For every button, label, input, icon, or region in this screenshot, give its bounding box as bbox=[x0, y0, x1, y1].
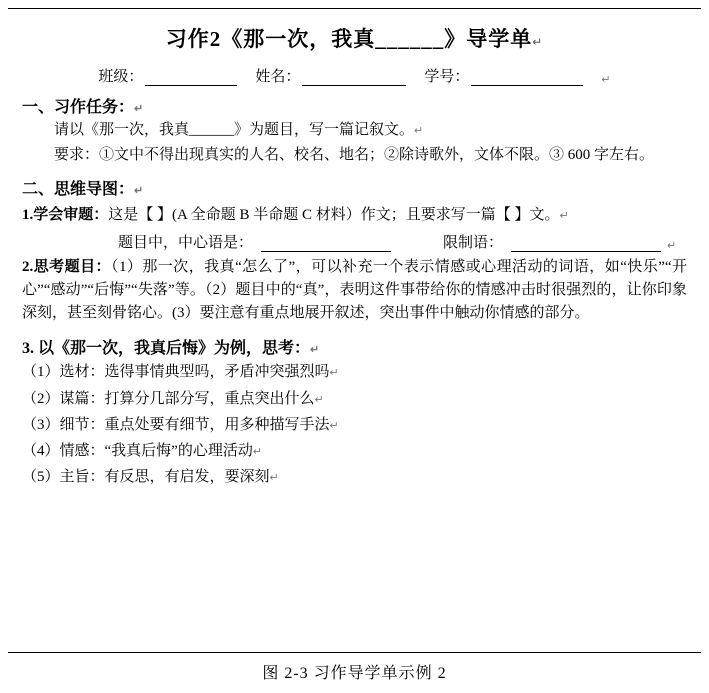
item-3-list bbox=[22, 361, 687, 489]
figure-caption: 图 2-3 习作导学单示例 2 bbox=[262, 665, 447, 682]
pilcrow-mark: ↵ bbox=[329, 419, 339, 432]
list-item bbox=[22, 466, 687, 489]
student-fields-row bbox=[22, 65, 687, 86]
section-1-line-1 bbox=[22, 119, 687, 142]
section-1-heading bbox=[22, 94, 687, 117]
field-student-id bbox=[424, 65, 583, 86]
field-name bbox=[255, 65, 406, 86]
worksheet-title-text: 习作2《那一次，我真______》导学单 bbox=[165, 27, 533, 51]
list-item-text: （3）细节：重点处要有细节，用多种描写手法 bbox=[22, 416, 330, 433]
field-class-blank[interactable] bbox=[145, 70, 237, 86]
section-2-heading bbox=[22, 176, 687, 199]
section-1-line-1-text: 请以《那一次，我真______》为题目，写一篇记叙文。 bbox=[54, 122, 415, 138]
worksheet-box bbox=[8, 8, 701, 653]
section-2-item-2 bbox=[22, 256, 687, 326]
section-2-item-3-heading bbox=[22, 335, 687, 358]
field-name-blank[interactable] bbox=[302, 70, 406, 86]
field-student-id-label: 学号： bbox=[424, 69, 470, 85]
item-1-center-word-label: 题目中，中心语是： bbox=[118, 234, 254, 251]
item-1-restrict-word-label: 限制语： bbox=[443, 234, 504, 251]
field-class bbox=[98, 65, 237, 86]
pilcrow-mark: ↵ bbox=[601, 74, 611, 86]
section-2-heading-text: 二、思维导图： bbox=[22, 180, 135, 198]
section-1-heading-text: 一、习作任务： bbox=[22, 99, 135, 116]
list-item-text: （2）谋篇：打算分几部分写，重点突出什么 bbox=[22, 390, 315, 407]
pilcrow-mark: ↵ bbox=[310, 344, 320, 357]
pilcrow-mark: ↵ bbox=[559, 209, 569, 222]
item-2-text: （1）那一次，我真“怎么了”，可以补充一个表示情感或心理活动的词语，如“快乐”“开心”“感动”“后悔”“失落”等。（2）题目中的“真”，表明这件事带给你的情感冲击时很强烈的，让你印象深刻，甚至刻骨铭心。(3）要注意有重点地展开叙述，突出事件中触动你情感的部分。 bbox=[22, 258, 687, 321]
list-item-text: （4）情感：“我真后悔”的心理活动 bbox=[22, 443, 253, 459]
item-1-subfields-row bbox=[22, 231, 687, 252]
field-class-label: 班级： bbox=[98, 69, 144, 85]
pilcrow-mark: ↵ bbox=[134, 184, 144, 197]
pilcrow-mark: ↵ bbox=[269, 472, 279, 485]
section-1-line-2-text: 要求：①文中不得出现真实的人名、校名、地名；②除诗歌外，文体不限。③ 600 字左右。 bbox=[54, 147, 655, 164]
pilcrow-mark: ↵ bbox=[329, 367, 339, 380]
item-1-center-word-blank[interactable] bbox=[261, 236, 391, 252]
pilcrow-mark: ↵ bbox=[414, 125, 424, 137]
list-item bbox=[22, 414, 687, 437]
list-item bbox=[22, 361, 687, 384]
field-name-label: 姓名： bbox=[255, 69, 301, 85]
pilcrow-mark: ↵ bbox=[532, 35, 544, 49]
item-2-label: 2.思考题目： bbox=[22, 258, 111, 275]
section-2-item-1 bbox=[22, 203, 687, 227]
worksheet-title bbox=[22, 23, 687, 53]
item-1-text: 这是【 】(A 全命题 B 半命题 C 材料）作文；且要求写一篇【 】文。 bbox=[108, 206, 560, 223]
pilcrow-mark: ↵ bbox=[314, 393, 324, 406]
pilcrow-mark: ↵ bbox=[252, 446, 263, 458]
item-1-restrict-word-blank[interactable] bbox=[511, 236, 661, 252]
pilcrow-mark: ↵ bbox=[134, 103, 144, 115]
pilcrow-mark: ↵ bbox=[667, 239, 677, 252]
item-3-label: 3. 以《那一次，我真后悔》为例，思考： bbox=[22, 340, 311, 358]
section-1-line-2 bbox=[22, 144, 687, 167]
field-student-id-blank[interactable] bbox=[471, 70, 583, 86]
list-item-text: （1）选材：选得事情典型吗，矛盾冲突强烈吗 bbox=[22, 364, 330, 381]
list-item-text: （5）主旨：有反思，有启发，要深刻 bbox=[22, 469, 270, 486]
list-item bbox=[22, 440, 687, 463]
item-1-label: 1.学会审题： bbox=[22, 206, 109, 223]
list-item bbox=[22, 388, 687, 411]
